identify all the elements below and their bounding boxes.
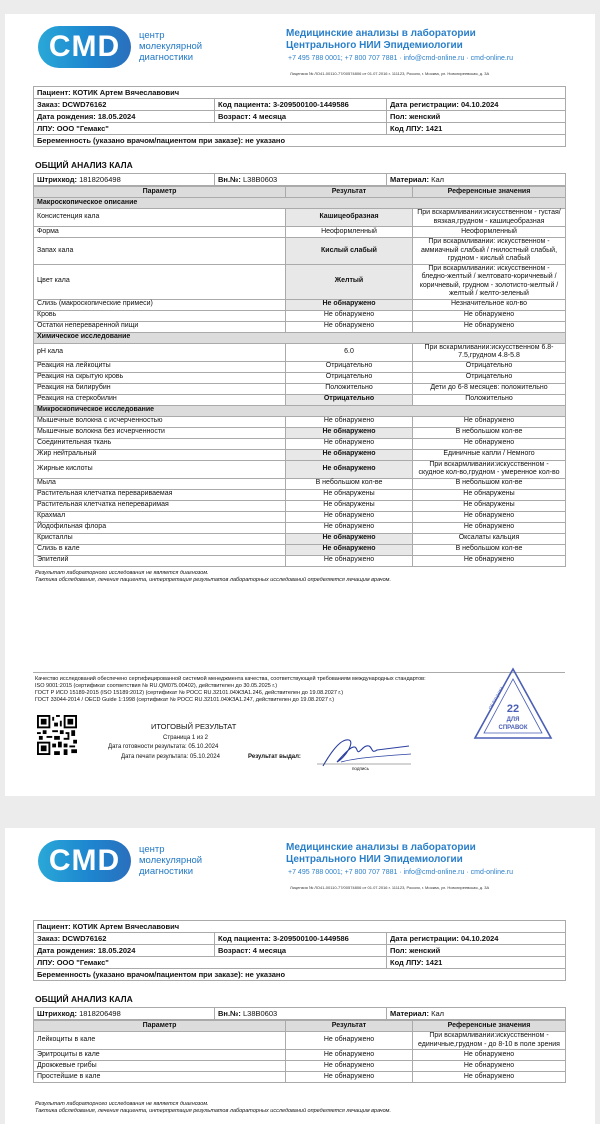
column-header-reference: Референсные значения bbox=[413, 1021, 566, 1032]
final-result-label: ИТОГОВЫЙ РЕЗУЛЬТАТ bbox=[151, 722, 237, 731]
table-row bbox=[34, 227, 566, 238]
table-row bbox=[34, 299, 566, 310]
table-row bbox=[34, 321, 566, 332]
table-row bbox=[34, 361, 566, 372]
table-row bbox=[34, 489, 566, 500]
lpu-code: Код ЛПУ: 1421 bbox=[387, 123, 566, 135]
column-header-reference: Референсные значения bbox=[413, 187, 566, 198]
result-cell: Не обнаружены bbox=[286, 489, 413, 500]
parameter-cell: Мыла bbox=[34, 478, 286, 489]
birth-date: Дата рождения: 18.05.2024 bbox=[34, 945, 215, 957]
quality-line: Качество исследований обеспечено сертифицированной системой менеджмента качества, соответствующей требованиям международных стандартов: bbox=[35, 676, 426, 682]
patient-info-table bbox=[33, 920, 566, 981]
table-row bbox=[34, 416, 566, 427]
table-row bbox=[34, 372, 566, 383]
table-row bbox=[34, 383, 566, 394]
reference-cell: Не обнаружено bbox=[413, 416, 566, 427]
logo-sub-line: центр bbox=[139, 30, 165, 41]
section-header-row bbox=[34, 405, 566, 416]
reference-cell: Незначительное кол-во bbox=[413, 299, 566, 310]
reference-cell: При вскармливании: искусственном - аммиачный слабый / гнилостный слабый, грудном - кислый слабый bbox=[413, 238, 566, 265]
table-row bbox=[34, 522, 566, 533]
lab-title bbox=[286, 842, 566, 866]
footnote bbox=[35, 1101, 391, 1115]
patient-info-table bbox=[33, 86, 566, 147]
reference-cell: Не обнаружены bbox=[413, 500, 566, 511]
section-header-row bbox=[34, 198, 566, 209]
lab-contacts: +7 495 788 0001; +7 800 707 7881 · info@cmd-online.ru · cmd-online.ru bbox=[288, 55, 514, 62]
table-row bbox=[34, 533, 566, 544]
parameter-cell: Кристаллы bbox=[34, 533, 286, 544]
result-cell: Не обнаружено bbox=[286, 1050, 413, 1061]
logo-sub-line: диагностики bbox=[139, 866, 193, 877]
reference-cell: Не обнаружено bbox=[413, 321, 566, 332]
result-cell: Не обнаружено bbox=[286, 511, 413, 522]
report-header bbox=[5, 828, 595, 894]
result-cell: В небольшом кол-ве bbox=[286, 478, 413, 489]
section-title: Микроскопическое исследование bbox=[34, 405, 566, 416]
parameter-cell: Соединительная ткань bbox=[34, 438, 286, 449]
table-row bbox=[34, 511, 566, 522]
reference-cell: Положительно bbox=[413, 394, 566, 405]
footnote-line: Тактика обследования, лечения пациента, интерпретация результатов лабораторных исследований определяется лечащим врачом. bbox=[35, 577, 391, 583]
table-row bbox=[34, 438, 566, 449]
stamp-text: ДЛЯ bbox=[506, 717, 520, 723]
reference-cell: Неоформленный bbox=[413, 227, 566, 238]
table-row bbox=[34, 1050, 566, 1061]
pregnancy-status: Беременность (указано врачом/пациентом при заказе): не указано bbox=[34, 969, 566, 981]
result-cell: Не обнаружено bbox=[286, 449, 413, 460]
result-cell: Отрицательно bbox=[286, 394, 413, 405]
vn-label: Вн.№: bbox=[218, 1009, 241, 1018]
results-table-page-2 bbox=[33, 1020, 566, 1083]
patient-age: Возраст: 4 месяца bbox=[215, 111, 387, 123]
material-value: Кал bbox=[431, 175, 444, 184]
lpu-name: ЛПУ: ООО "Гемакс" bbox=[34, 123, 387, 135]
column-header-parameter: Параметр bbox=[34, 187, 286, 198]
logo-subtitle bbox=[139, 30, 239, 63]
parameter-cell: Дрожжевые грибы bbox=[34, 1061, 286, 1072]
reference-cell: Не обнаружено bbox=[413, 1072, 566, 1083]
parameter-cell: Растительная клетчатка перевариваемая bbox=[34, 489, 286, 500]
signature-caption: подпись bbox=[352, 766, 370, 771]
table-row bbox=[34, 209, 566, 227]
parameter-cell: Мышечные волокна без исчерченности bbox=[34, 427, 286, 438]
reference-cell: При вскармливании:искусственном - скудное кол-во,грудном - умеренное кол-во bbox=[413, 460, 566, 478]
sample-info-table bbox=[33, 173, 566, 186]
lab-title-line: Медицинские анализы в лаборатории bbox=[286, 842, 476, 853]
reference-cell: Не обнаружено bbox=[413, 1061, 566, 1072]
column-header-result: Результат bbox=[286, 1021, 413, 1032]
table-row bbox=[34, 478, 566, 489]
table-row bbox=[34, 427, 566, 438]
test-title: ОБЩИЙ АНАЛИЗ КАЛА bbox=[35, 160, 133, 170]
parameter-cell: Крахмал bbox=[34, 511, 286, 522]
reference-cell: Отрицательно bbox=[413, 372, 566, 383]
result-cell: Неоформленный bbox=[286, 227, 413, 238]
patient-code: Код пациента: 3-209500100-1449586 bbox=[215, 99, 387, 111]
parameter-cell: Эритроциты в кале bbox=[34, 1050, 286, 1061]
result-cell: Не обнаружено bbox=[286, 438, 413, 449]
order-number: Заказ: DCWD76162 bbox=[34, 933, 215, 945]
material-label: Материал: bbox=[390, 175, 429, 184]
logo-sub-line: диагностики bbox=[139, 52, 193, 63]
table-row bbox=[34, 1072, 566, 1083]
lab-contacts: +7 495 788 0001; +7 800 707 7881 · info@cmd-online.ru · cmd-online.ru bbox=[288, 869, 514, 876]
parameter-cell: Йодофильная флора bbox=[34, 522, 286, 533]
patient-sex: Пол: женский bbox=[387, 945, 566, 957]
parameter-cell: Мышечные волокна с исчерченностью bbox=[34, 416, 286, 427]
barcode-label: Штрихкод: bbox=[37, 1009, 77, 1018]
test-title: ОБЩИЙ АНАЛИЗ КАЛА bbox=[35, 994, 133, 1004]
barcode-value: 1818206498 bbox=[79, 175, 121, 184]
birth-date: Дата рождения: 18.05.2024 bbox=[34, 111, 215, 123]
page-number: Страница 1 из 2 bbox=[163, 735, 208, 741]
lpu-name: ЛПУ: ООО "Гемакс" bbox=[34, 957, 387, 969]
barcode-cell bbox=[34, 1008, 215, 1020]
reference-cell: В небольшом кол-ве bbox=[413, 478, 566, 489]
result-cell: Не обнаружено bbox=[286, 1032, 413, 1050]
footnote-line: Результат лабораторного исследования не является диагнозом. bbox=[35, 1101, 209, 1107]
result-cell: Не обнаружено bbox=[286, 460, 413, 478]
reference-cell: При вскармливании:искусственном - густая/вязкая,грудном - кашицеобразная bbox=[413, 209, 566, 227]
parameter-cell: Эпителий bbox=[34, 555, 286, 566]
parameter-cell: Жир нейтральный bbox=[34, 449, 286, 460]
issued-by-label: Результат выдал: bbox=[248, 754, 301, 760]
vn-cell bbox=[215, 174, 387, 186]
lab-title bbox=[286, 28, 566, 52]
barcode-cell bbox=[34, 174, 215, 186]
logo-sub-line: центр bbox=[139, 844, 165, 855]
reference-cell: Дети до 6-8 месяцев: положительно bbox=[413, 383, 566, 394]
reference-cell: Не обнаружено bbox=[413, 511, 566, 522]
patient-code: Код пациента: 3-209500100-1449586 bbox=[215, 933, 387, 945]
barcode-value: 1818206498 bbox=[79, 1009, 121, 1018]
order-number: Заказ: DCWD76162 bbox=[34, 99, 215, 111]
reference-cell: Оксалаты кальция bbox=[413, 533, 566, 544]
material-cell bbox=[387, 1008, 566, 1020]
patient-sex: Пол: женский bbox=[387, 111, 566, 123]
cmd-logo: CMD bbox=[38, 840, 131, 882]
logo-subtitle bbox=[139, 844, 239, 877]
table-row bbox=[34, 1032, 566, 1050]
parameter-cell: Слизь (макроскопические примеси) bbox=[34, 299, 286, 310]
material-cell bbox=[387, 174, 566, 186]
patient-age: Возраст: 4 месяца bbox=[215, 945, 387, 957]
reference-cell: Не обнаружено bbox=[413, 522, 566, 533]
logo-sub-line: молекулярной bbox=[139, 855, 203, 866]
patient-name: Пациент: КОТИК Артем Вячеславович bbox=[34, 921, 566, 933]
lpu-code: Код ЛПУ: 1421 bbox=[387, 957, 566, 969]
table-row bbox=[34, 500, 566, 511]
lab-title-line: Центрального НИИ Эпидемиологии bbox=[286, 854, 463, 865]
result-cell: Не обнаружено bbox=[286, 522, 413, 533]
footnote-line: Результат лабораторного исследования не является диагнозом. bbox=[35, 570, 209, 576]
parameter-cell: Запах кала bbox=[34, 238, 286, 265]
vn-value: L38B0603 bbox=[242, 175, 278, 184]
result-cell: Не обнаружено bbox=[286, 544, 413, 555]
qr-code-icon bbox=[37, 715, 77, 755]
footnote-line: Тактика обследования, лечения пациента, интерпретация результатов лабораторных исследований определяется лечащим врачом. bbox=[35, 1108, 391, 1114]
lab-title-line: Центрального НИИ Эпидемиологии bbox=[286, 40, 463, 51]
result-cell: Не обнаружено bbox=[286, 1061, 413, 1072]
reference-cell: В небольшом кол-ве bbox=[413, 544, 566, 555]
result-cell: Не обнаружено bbox=[286, 321, 413, 332]
table-row bbox=[34, 394, 566, 405]
result-cell: Положительно bbox=[286, 383, 413, 394]
reference-cell: Не обнаружено bbox=[413, 1050, 566, 1061]
parameter-cell: Кровь bbox=[34, 310, 286, 321]
table-row bbox=[34, 238, 566, 265]
barcode-label: Штрихкод: bbox=[37, 175, 77, 184]
table-row bbox=[34, 310, 566, 321]
parameter-cell: Простейшие в кале bbox=[34, 1072, 286, 1083]
result-cell: Не обнаружено bbox=[286, 555, 413, 566]
parameter-cell: Реакция на лейкоциты bbox=[34, 361, 286, 372]
reference-cell: При вскармливании: искусственном - бледно-желтый / желтовато-коричневый / коричневый, грудном - золотисто-желтый / желтый / желто-зеленый bbox=[413, 264, 566, 299]
reference-cell: Единичные капли / Немного bbox=[413, 449, 566, 460]
parameter-cell: Цвет кала bbox=[34, 264, 286, 299]
result-cell: Желтый bbox=[286, 264, 413, 299]
patient-name: Пациент: КОТИК Артем Вячеславович bbox=[34, 87, 566, 99]
result-cell: Отрицательно bbox=[286, 361, 413, 372]
table-row bbox=[34, 544, 566, 555]
ready-date: Дата готовности результата: 05.10.2024 bbox=[108, 744, 219, 750]
sample-info-table bbox=[33, 1007, 566, 1020]
material-label: Материал: bbox=[390, 1009, 429, 1018]
result-cell: 6.0 bbox=[286, 343, 413, 361]
result-cell: Не обнаружено bbox=[286, 416, 413, 427]
lab-stamp-icon bbox=[471, 666, 555, 752]
parameter-cell: Консистенция кала bbox=[34, 209, 286, 227]
reference-cell: Отрицательно bbox=[413, 361, 566, 372]
footnote bbox=[35, 570, 391, 584]
table-row bbox=[34, 1061, 566, 1072]
result-cell: Отрицательно bbox=[286, 372, 413, 383]
lab-license: Лицензия № ЛО41-00110-77/00574806 от 01.07.2016 г. 111123, Россия, г. Москва, ул. Новогиреевская, д. 3А bbox=[290, 71, 490, 76]
parameter-cell: Реакция на стеркобилин bbox=[34, 394, 286, 405]
vn-value: L38B0603 bbox=[242, 1009, 278, 1018]
section-title: Макроскопическое описание bbox=[34, 198, 566, 209]
report-header bbox=[5, 14, 595, 80]
reference-cell: В небольшом кол-ве bbox=[413, 427, 566, 438]
table-row bbox=[34, 460, 566, 478]
logo-sub-line: молекулярной bbox=[139, 41, 203, 52]
result-cell: Не обнаружено bbox=[286, 427, 413, 438]
registration-date: Дата регистрации: 04.10.2024 bbox=[387, 933, 566, 945]
table-row bbox=[34, 449, 566, 460]
reference-cell: Не обнаружено bbox=[413, 438, 566, 449]
report-page-2 bbox=[5, 828, 595, 1124]
result-cell: Не обнаружено bbox=[286, 299, 413, 310]
quality-line: ГОСТ 33044-2014 / OECD Guide 1:1998 (сертификат № РОСС RU.32101.04ЖЗА1.247, действителен до 19.08.2027 г.) bbox=[35, 697, 335, 703]
result-cell: Не обнаружены bbox=[286, 500, 413, 511]
parameter-cell: Лейкоциты в кале bbox=[34, 1032, 286, 1050]
reference-cell: При вскармливании:искусственном 6.8-7.5,грудном 4.8-5.8 bbox=[413, 343, 566, 361]
material-value: Кал bbox=[431, 1009, 444, 1018]
reference-cell: При вскармливании:искусственном - единичные,грудном - до 8-10 в поле зрения bbox=[413, 1032, 566, 1050]
stamp-text: СПРАВОК bbox=[498, 725, 528, 731]
parameter-cell: Жирные кислоты bbox=[34, 460, 286, 478]
lab-title-line: Медицинские анализы в лаборатории bbox=[286, 28, 476, 39]
table-row bbox=[34, 264, 566, 299]
table-row bbox=[34, 555, 566, 566]
reference-cell: Не обнаружено bbox=[413, 310, 566, 321]
stamp-number: 22 bbox=[506, 703, 520, 715]
print-date: Дата печати результата: 05.10.2024 bbox=[121, 754, 220, 760]
reference-cell: Не обнаружено bbox=[413, 555, 566, 566]
quality-line: ГОСТ Р ИСО 15189-2015 (ISO 15189:2012) (сертификат № РОСС RU.32101.04ЖЗА1.246, действителен до 19.08.2027 г.) bbox=[35, 690, 344, 696]
registration-date: Дата регистрации: 04.10.2024 bbox=[387, 99, 566, 111]
result-cell: Не обнаружено bbox=[286, 1072, 413, 1083]
lab-license: Лицензия № ЛО41-00110-77/00574806 от 01.07.2016 г. 111123, Россия, г. Москва, ул. Новогиреевская, д. 3А bbox=[290, 885, 490, 890]
reference-cell: Не обнаружены bbox=[413, 489, 566, 500]
result-cell: Не обнаружено bbox=[286, 310, 413, 321]
parameter-cell: Слизь в кале bbox=[34, 544, 286, 555]
table-row bbox=[34, 343, 566, 361]
parameter-cell: Растительная клетчатка непереваримая bbox=[34, 500, 286, 511]
parameter-cell: Реакция на билирубин bbox=[34, 383, 286, 394]
report-page-1 bbox=[5, 14, 595, 796]
section-header-row bbox=[34, 332, 566, 343]
column-header-result: Результат bbox=[286, 187, 413, 198]
parameter-cell: Остатки непереваренной пищи bbox=[34, 321, 286, 332]
parameter-cell: Форма bbox=[34, 227, 286, 238]
results-table-page-1 bbox=[33, 186, 566, 567]
vn-cell bbox=[215, 1008, 387, 1020]
section-title: Химическое исследование bbox=[34, 332, 566, 343]
parameter-cell: pH кала bbox=[34, 343, 286, 361]
quality-line: ISO 9001:2015 (сертификат соответствия № RU.QM075.00402), действителен до 30.05.2025 г.) bbox=[35, 683, 278, 689]
parameter-cell: Реакция на скрытую кровь bbox=[34, 372, 286, 383]
vn-label: Вн.№: bbox=[218, 175, 241, 184]
cmd-logo: CMD bbox=[38, 26, 131, 68]
result-cell: Кислый слабый bbox=[286, 238, 413, 265]
pregnancy-status: Беременность (указано врачом/пациентом при заказе): не указано bbox=[34, 135, 566, 147]
stamp-text: ОБЛУЦНИИ bbox=[487, 686, 505, 711]
column-header-parameter: Параметр bbox=[34, 1021, 286, 1032]
result-cell: Не обнаружено bbox=[286, 533, 413, 544]
result-cell: Кашицеобразная bbox=[286, 209, 413, 227]
